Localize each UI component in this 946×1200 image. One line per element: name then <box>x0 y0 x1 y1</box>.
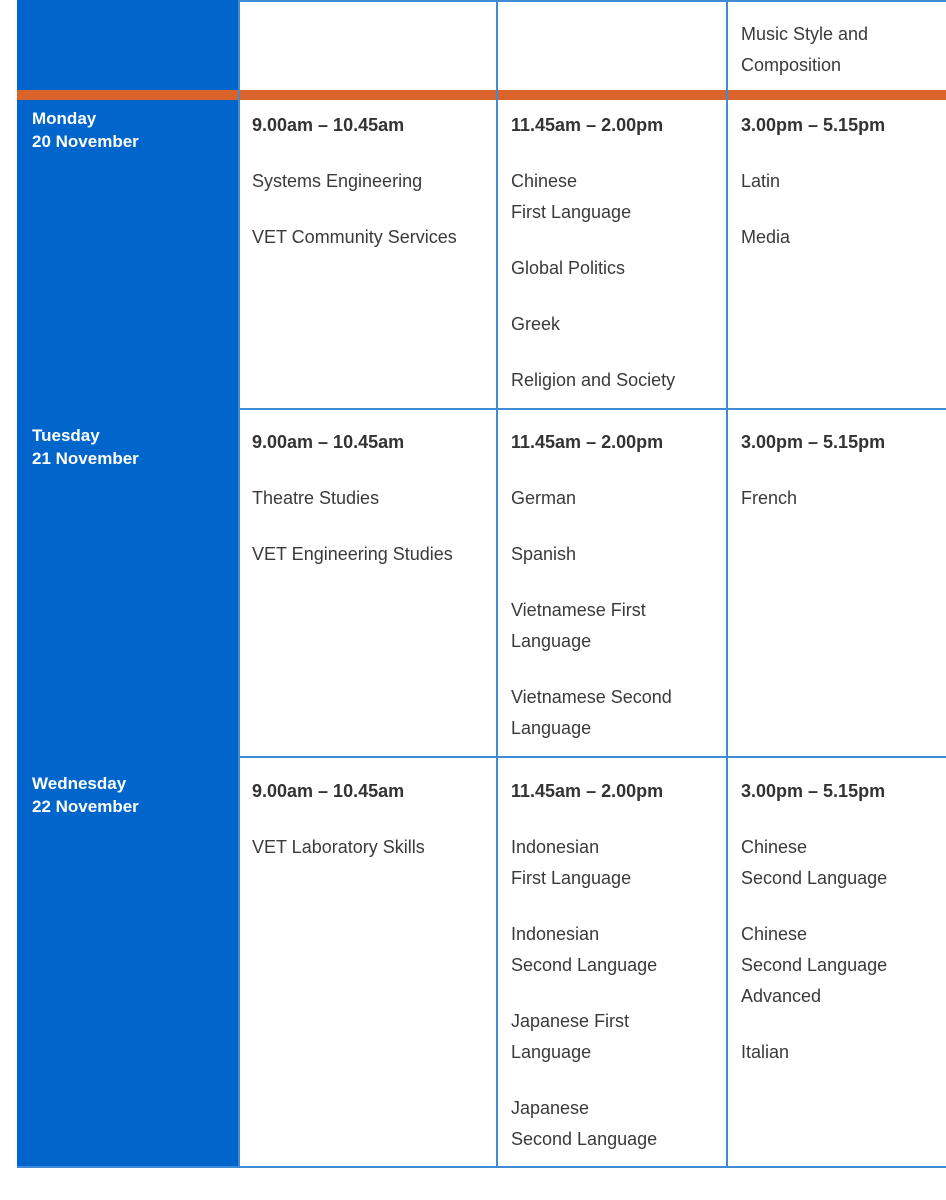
session-time: 11.45am – 2.00pm <box>511 781 664 801</box>
session-time: 3.00pm – 5.15pm <box>741 781 886 801</box>
session-cell <box>252 110 492 278</box>
day-name: Tuesday <box>32 426 100 445</box>
session-cell <box>511 776 723 1180</box>
subject: Religion and Society <box>511 370 676 390</box>
session-cell <box>252 427 492 595</box>
session-time: 11.45am – 2.00pm <box>511 432 664 452</box>
header-divider <box>17 90 946 100</box>
session-cell <box>741 776 941 1093</box>
day-date: 22 November <box>32 797 139 816</box>
subject: Japanese First Language <box>511 1011 630 1062</box>
subject: Chinese First Language <box>511 171 632 222</box>
session-time: 9.00am – 10.45am <box>252 781 405 801</box>
row-divider <box>238 0 946 2</box>
subject: French <box>741 488 798 508</box>
subject: Spanish <box>511 544 577 564</box>
subject: Chinese Second Language <box>741 837 888 888</box>
subject: Global Politics <box>511 258 626 278</box>
day-label <box>32 107 139 153</box>
session-cell <box>511 427 723 769</box>
session-cell <box>741 110 941 278</box>
day-date: 20 November <box>32 132 139 151</box>
subject: Chinese Second Language Advanced <box>741 924 888 1006</box>
day-column <box>17 0 238 1168</box>
day-label <box>32 772 139 818</box>
day-name: Wednesday <box>32 774 127 793</box>
exam-timetable <box>17 0 946 1168</box>
subject: Systems Engineering <box>252 171 423 191</box>
day-date: 21 November <box>32 449 139 468</box>
row-divider <box>17 1166 946 1168</box>
session-cell <box>741 427 941 539</box>
day-name: Monday <box>32 109 97 128</box>
subject: Indonesian First Language <box>511 837 632 888</box>
subject: Japanese Second Language <box>511 1098 658 1149</box>
day-label <box>32 424 139 470</box>
session-cell <box>511 110 723 421</box>
column-divider <box>726 0 728 1168</box>
subject: Vietnamese First Language <box>511 600 646 651</box>
subject: German <box>511 488 577 508</box>
subject: Latin <box>741 171 781 191</box>
subject: VET Engineering Studies <box>252 544 453 564</box>
column-divider <box>238 0 240 1168</box>
subject: Vietnamese Second Language <box>511 687 672 738</box>
column-divider <box>496 0 498 1168</box>
subject: Media <box>741 227 791 247</box>
subject: VET Community Services <box>252 227 457 247</box>
subject: Greek <box>511 314 561 334</box>
session-cell <box>252 776 492 888</box>
session-time: 3.00pm – 5.15pm <box>741 432 886 452</box>
session-time: 3.00pm – 5.15pm <box>741 115 886 135</box>
session-time: 9.00am – 10.45am <box>252 432 405 452</box>
subject: VET Laboratory Skills <box>252 837 425 857</box>
session-time: 11.45am – 2.00pm <box>511 115 664 135</box>
subject: Indonesian Second Language <box>511 924 658 975</box>
session-time: 9.00am – 10.45am <box>252 115 405 135</box>
subject: Italian <box>741 1042 790 1062</box>
header-cell-music-style: Music Style and Composition <box>741 24 869 75</box>
subject: Theatre Studies <box>252 488 380 508</box>
